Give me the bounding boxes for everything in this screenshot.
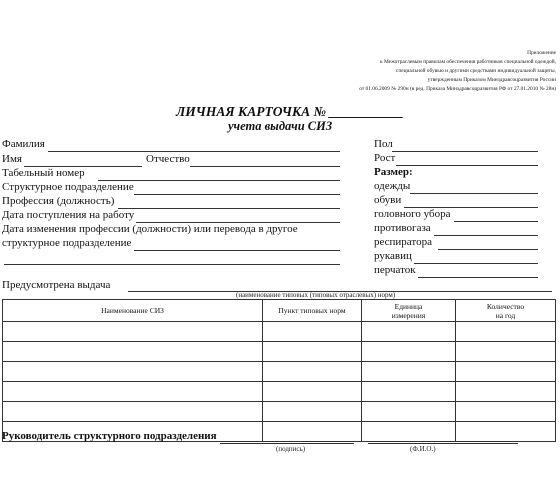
issue-caption: (наименование типовых (типовых отраслевых) норм)	[236, 291, 396, 299]
surname-label: Фамилия	[2, 138, 45, 150]
table-cell[interactable]	[3, 402, 263, 422]
table-row	[3, 362, 556, 382]
sex-field[interactable]	[392, 151, 538, 152]
table-cell[interactable]	[362, 342, 456, 362]
column-header-siz-name: Наименование СИЗ	[3, 300, 263, 322]
gas-mask-size-label: противогаза	[374, 222, 431, 234]
gloves2-size-field[interactable]	[418, 277, 538, 278]
appendix-note	[256, 49, 556, 94]
gloves2-size-label: перчаток	[374, 264, 416, 276]
gloves-size-field[interactable]	[414, 263, 538, 264]
table-cell[interactable]	[263, 362, 362, 382]
siz-table	[2, 299, 556, 442]
table-cell[interactable]	[263, 382, 362, 402]
department-field[interactable]	[134, 194, 340, 195]
table-cell[interactable]	[362, 422, 456, 442]
column-header-quantity: Количество на год	[456, 300, 556, 322]
height-field[interactable]	[396, 165, 538, 166]
table-cell[interactable]	[456, 422, 556, 442]
table-cell[interactable]	[263, 402, 362, 422]
profession-label: Профессия (должность)	[2, 195, 115, 207]
patronymic-field[interactable]	[190, 166, 340, 167]
change-date-field[interactable]	[134, 250, 340, 251]
surname-field[interactable]	[48, 151, 340, 152]
change-date-field-extra[interactable]	[4, 264, 340, 265]
column-header-norm-item: Пункт типовых норм	[263, 300, 362, 322]
table-cell[interactable]	[3, 362, 263, 382]
table-cell[interactable]	[456, 322, 556, 342]
headwear-size-label: головного убора	[374, 208, 451, 220]
clothes-size-field[interactable]	[410, 193, 538, 194]
table-row	[3, 402, 556, 422]
supervisor-label: Руководитель структурного подразделения	[2, 430, 217, 442]
department-label: Структурное подразделение	[2, 181, 134, 193]
height-label: Рост	[374, 152, 396, 164]
gas-mask-size-field[interactable]	[434, 235, 538, 236]
table-cell[interactable]	[456, 362, 556, 382]
table-row	[3, 342, 556, 362]
size-header: Размер:	[374, 166, 413, 178]
respirator-size-label: респиратора	[374, 236, 432, 248]
patronymic-label: Отчество	[146, 153, 190, 165]
sex-label: Пол	[374, 138, 393, 150]
name-label: Имя	[2, 153, 22, 165]
headwear-size-field[interactable]	[454, 221, 538, 222]
profession-field[interactable]	[118, 208, 340, 209]
hire-date-label: Дата поступления на работу	[2, 209, 135, 221]
appendix-line: к Межотраслевым правилам обеспечения работников специальной одеждой,	[379, 59, 556, 65]
issue-label: Предусмотрена выдача	[2, 279, 111, 291]
signature-field[interactable]	[220, 443, 354, 444]
table-row	[3, 322, 556, 342]
appendix-line: Приложение	[527, 50, 556, 56]
table-row	[3, 382, 556, 402]
card-title: ЛИЧНАЯ КАРТОЧКА № ___________	[176, 104, 404, 119]
column-header-unit: Единица измерения	[362, 300, 456, 322]
table-cell[interactable]	[263, 342, 362, 362]
appendix-line: специальной обувью и другими средствами индивидуальной защиты,	[395, 68, 556, 74]
change-date-label: Дата изменения профессии (должности) или перевода в другое	[2, 223, 298, 235]
table-cell[interactable]	[3, 322, 263, 342]
table-cell[interactable]	[456, 402, 556, 422]
full-name-caption: (Ф.И.О.)	[410, 445, 436, 453]
table-cell[interactable]	[456, 382, 556, 402]
clothes-size-label: одежды	[374, 180, 411, 192]
table-cell[interactable]	[362, 382, 456, 402]
full-name-field[interactable]	[368, 443, 518, 444]
table-cell[interactable]	[263, 322, 362, 342]
table-cell[interactable]	[362, 322, 456, 342]
appendix-line: утвержденным Приказом Минздравсоцразвития России	[427, 77, 556, 83]
personnel-number-label: Табельный номер	[2, 167, 85, 179]
change-date-label-cont: структурное подразделение	[2, 237, 132, 249]
table-cell[interactable]	[3, 382, 263, 402]
table-cell[interactable]	[3, 342, 263, 362]
personnel-number-field[interactable]	[98, 180, 340, 181]
gloves-size-label: рукавиц	[374, 250, 412, 262]
table-header-row	[3, 300, 556, 322]
table-cell[interactable]	[362, 402, 456, 422]
signature-caption: (подпись)	[276, 445, 306, 453]
card-subtitle: учета выдачи СИЗ	[228, 119, 333, 133]
table-cell[interactable]	[263, 422, 362, 442]
respirator-size-field[interactable]	[438, 249, 538, 250]
shoes-size-label: обуви	[374, 194, 402, 206]
appendix-line: от 01.06.2009 № 290н (в ред. Приказа Минздравсоцразвития РФ от 27.01.2010 № 28н)	[359, 86, 556, 92]
table-cell[interactable]	[456, 342, 556, 362]
table-cell[interactable]	[362, 362, 456, 382]
